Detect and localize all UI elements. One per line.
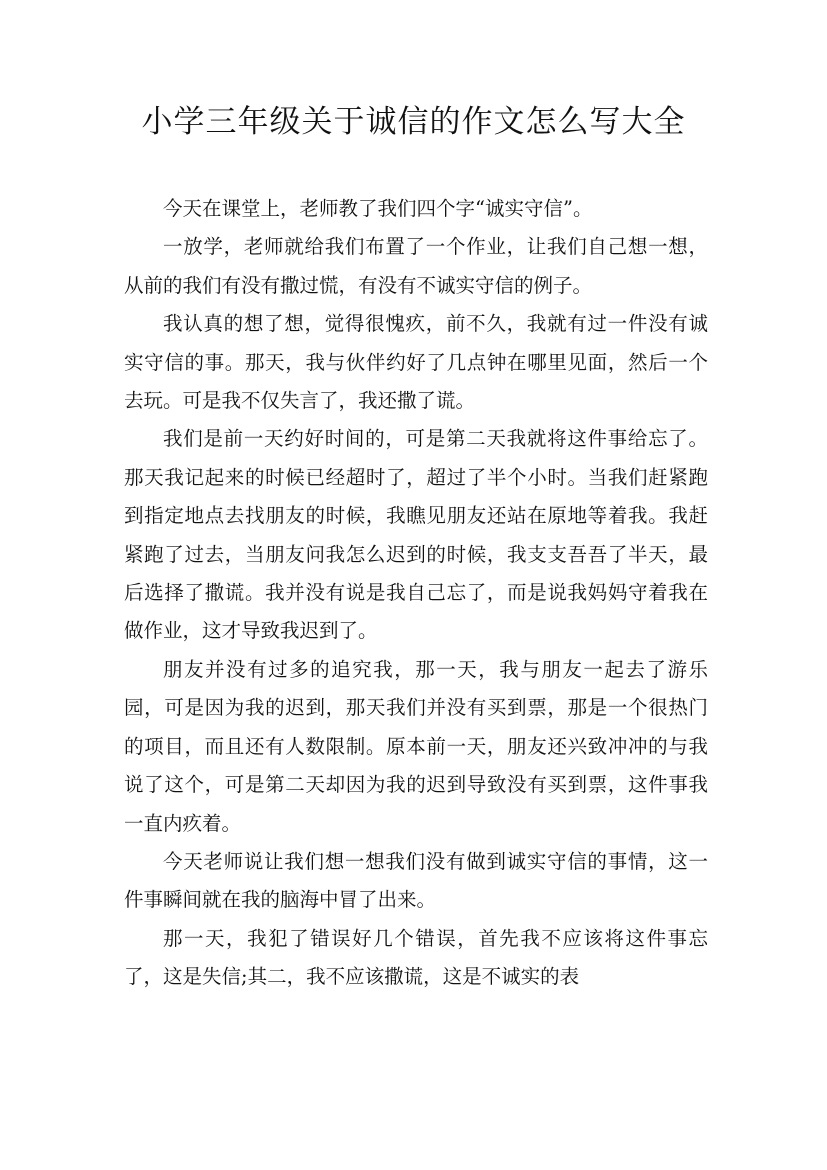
paragraph: 那一天，我犯了错误好几个错误，首先我不应该将这件事忘了，这是失信;其二，我不应该撒谎，这是不诚实的表 — [124, 926, 708, 989]
paragraph: 今天在课堂上，老师教了我们四个字“诚实守信”。 — [163, 197, 593, 220]
paragraph: 朋友并没有过多的追究我，那一天，我与朋友一起去了游乐园，可是因为我的迟到，那天我们并没有买到票，那是一个很热门的项目，而且还有人数限制。原本前一天，朋友还兴致冲冲的与我说了这个，可是第二天却因为我的迟到导致没有买到票，这件事我一直内疚着。 — [124, 657, 708, 835]
document-title: 小学三年级关于诚信的作文怎么写大全 — [141, 104, 686, 140]
document-body — [124, 190, 708, 997]
paragraph: 我认真的想了想，觉得很愧疚，前不久，我就有过一件没有诚实守信的事。那天，我与伙伴约好了几点钟在哪里见面，然后一个去玩。可是我不仅失言了，我还撒了谎。 — [124, 312, 708, 413]
paragraph: 我们是前一天约好时间的，可是第二天我就将这件事给忘了。那天我记起来的时候已经超时了，超过了半个小时。当我们赶紧跑到指定地点去找朋友的时候，我瞧见朋友还站在原地等着我。我赶紧跑了过去，当朋友问我怎么迟到的时候，我支支吾吾了半天，最后选择了撒谎。我并没有说是我自己忘了，而是说我妈妈守着我在做作业，这才导致我迟到了。 — [124, 427, 708, 643]
paragraph: 今天老师说让我们想一想我们没有做到诚实守信的事情，这一件事瞬间就在我的脑海中冒了出来。 — [124, 849, 708, 912]
paragraph: 一放学，老师就给我们布置了一个作业，让我们自己想一想，从前的我们有没有撒过慌，有没有不诚实守信的例子。 — [124, 235, 708, 297]
